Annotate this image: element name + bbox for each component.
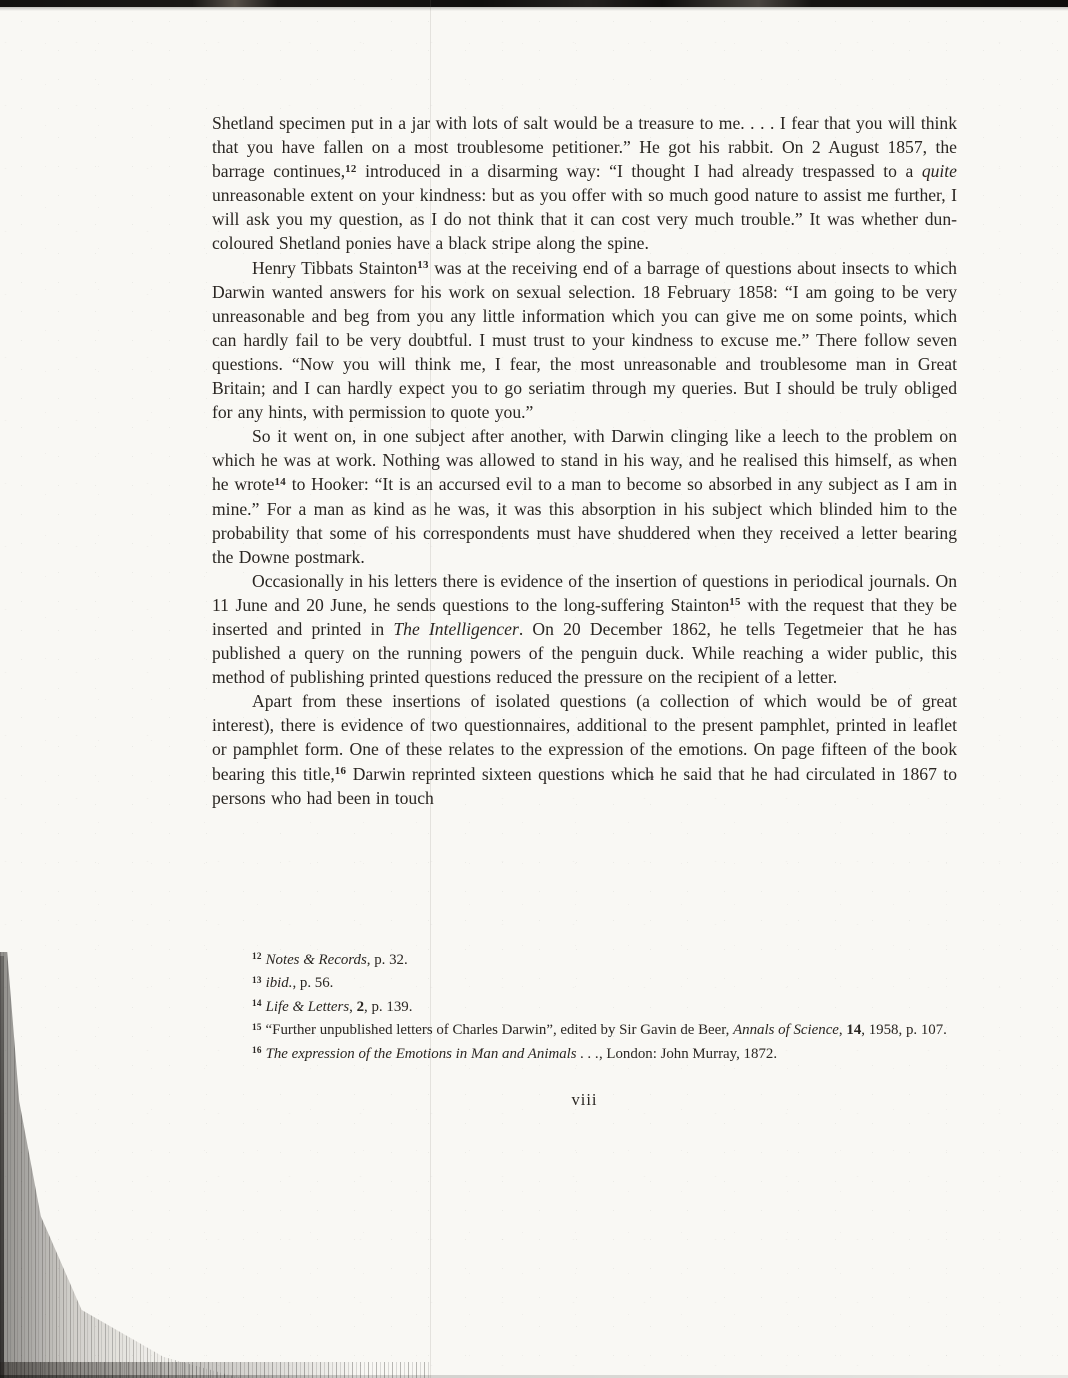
footnote	[212, 972, 957, 995]
footnote	[212, 1043, 957, 1066]
text-run: 2	[356, 998, 365, 1015]
body-paragraph	[212, 569, 957, 689]
footnote-reference-number: 12	[345, 162, 357, 175]
footnote-reference-number: 14	[274, 475, 286, 488]
text-run: , London: John Murray, 1872.	[598, 1045, 778, 1062]
text-run: The expression of the Emotions in Man and Animals . . .	[265, 1045, 599, 1062]
body-paragraph	[212, 424, 957, 569]
text-run: Shetland specimen put in a jar with lots of salt would be a treasure to me. . . . I fear that you will think that you have fallen on a most troublesome petitioner.” He got his rabbit. On 2 August 1857, the barrage continues,	[212, 113, 957, 182]
body-paragraph	[212, 111, 957, 256]
footnote-reference-number: 13	[417, 259, 429, 272]
text-run: was at the receiving end of a barrage of questions about insects to which Darwin wanted answers for his work on sexual selection. 18 February 1858: “I am going to be very unreasonable and beg from you any little information which you can give me on some points, which can hardly fail to be very doubtful. I must trust to your kindness to excuse me.” There follow seven questions. “Now you will think me, I fear, the most unreasonable and troublesome man in Great Britain; and I can hardly expect you to go seriatim through my queries. But I should be truly obliged for any hints, with permission to quote you.”	[212, 257, 957, 423]
text-run: , p. 32.	[366, 952, 408, 968]
footnote-reference-number: 15	[729, 596, 741, 609]
text-run: , 1958, p. 107.	[861, 1022, 947, 1039]
text-run: , p. 56.	[292, 975, 334, 992]
book-gutter-shadow	[0, 952, 240, 1378]
scan-edge-top-band	[0, 0, 1068, 7]
text-run: , p. 139.	[364, 998, 413, 1015]
text-run: ,	[349, 998, 357, 1015]
footnote-reference-number: 15	[252, 1021, 262, 1032]
text-run: “Further unpublished letters of Charles Darwin”, edited by Sir Gavin de Beer,	[261, 1022, 734, 1039]
footnote-reference-number: 16	[252, 1045, 262, 1056]
text-run: quite	[921, 161, 957, 182]
text-run: So it went on, in one subject after another, with Darwin clinging like a leech to the problem on which he was at work. Nothing was allowed to stand in his way, and he realised this himself, as when he wrote	[212, 426, 957, 495]
text-run: . On 20 December 1862, he tells Tegetmeier that he has published a query on the running powers of the penguin duck. While reaching a wider public, this method of publishing printed questions reduced the pressure on the recipient of a letter.	[212, 618, 957, 688]
text-run: 14	[846, 1022, 862, 1039]
scan-edge-top-fade	[0, 7, 1068, 11]
footnote-reference-number: 12	[252, 951, 262, 962]
text-run: to Hooker: “It is an accursed evil to a man to become so absorbed in any subject as I am in mine.” For a man as kind as he was, it was this absorption in his subject which blinded him to the probability that some of his correspondents must have shuddered when they received a letter bearing the Downe postmark.	[212, 474, 957, 567]
text-run: Annals of Science	[733, 1022, 839, 1039]
footnote-reference-number: 14	[252, 998, 262, 1009]
text-run: Life & Letters	[265, 998, 350, 1015]
footnote	[212, 1019, 957, 1042]
page-text-block	[212, 111, 957, 810]
page-number: viii	[571, 1090, 598, 1109]
text-run: Darwin reprinted sixteen questions which he said that he had circulated in 1867 to persons who had been in touch	[212, 763, 957, 808]
text-run: introduced in a disarming way: “I thought I had already trespassed to a	[356, 161, 922, 182]
body-paragraph	[212, 689, 957, 809]
text-run: with the request that they be inserted and printed in	[212, 594, 957, 639]
footnote	[212, 949, 957, 972]
text-run: Notes & Records	[265, 952, 367, 968]
text-run: Henry Tibbats Stainton	[252, 257, 418, 278]
text-run: unreasonable extent on your kindness: but as you offer with so much good nature to assist me further, I will ask you my question, as I do not think that it can cost very much trouble.” It was whether dun-coloured Shetland ponies have a black stripe along the spine.	[212, 185, 957, 254]
footnotes-block	[212, 949, 957, 1066]
footnote	[212, 996, 957, 1019]
text-run: ibid.	[265, 975, 293, 992]
book-spine-edge-line	[0, 956, 4, 1378]
text-run: ,	[838, 1022, 847, 1039]
text-run: The Intelligencer	[393, 618, 519, 639]
text-run: Apart from these insertions of isolated questions (a collection of which would be of great interest), there is evidence of two questionnaires, additional to the present pamphlet, printed in leaflet or pamphlet form. One of these relates to the expression of the emotions. On page fifteen of the book bearing this title,	[212, 691, 957, 784]
footnote-reference-number: 16	[334, 765, 347, 778]
text-run: Occasionally in his letters there is evidence of the insertion of questions in periodical journals. On 11 June and 20 June, he sends questions to the long-suffering Stainton	[212, 570, 957, 615]
body-paragraph	[212, 256, 957, 425]
footnote-reference-number: 13	[252, 974, 262, 985]
